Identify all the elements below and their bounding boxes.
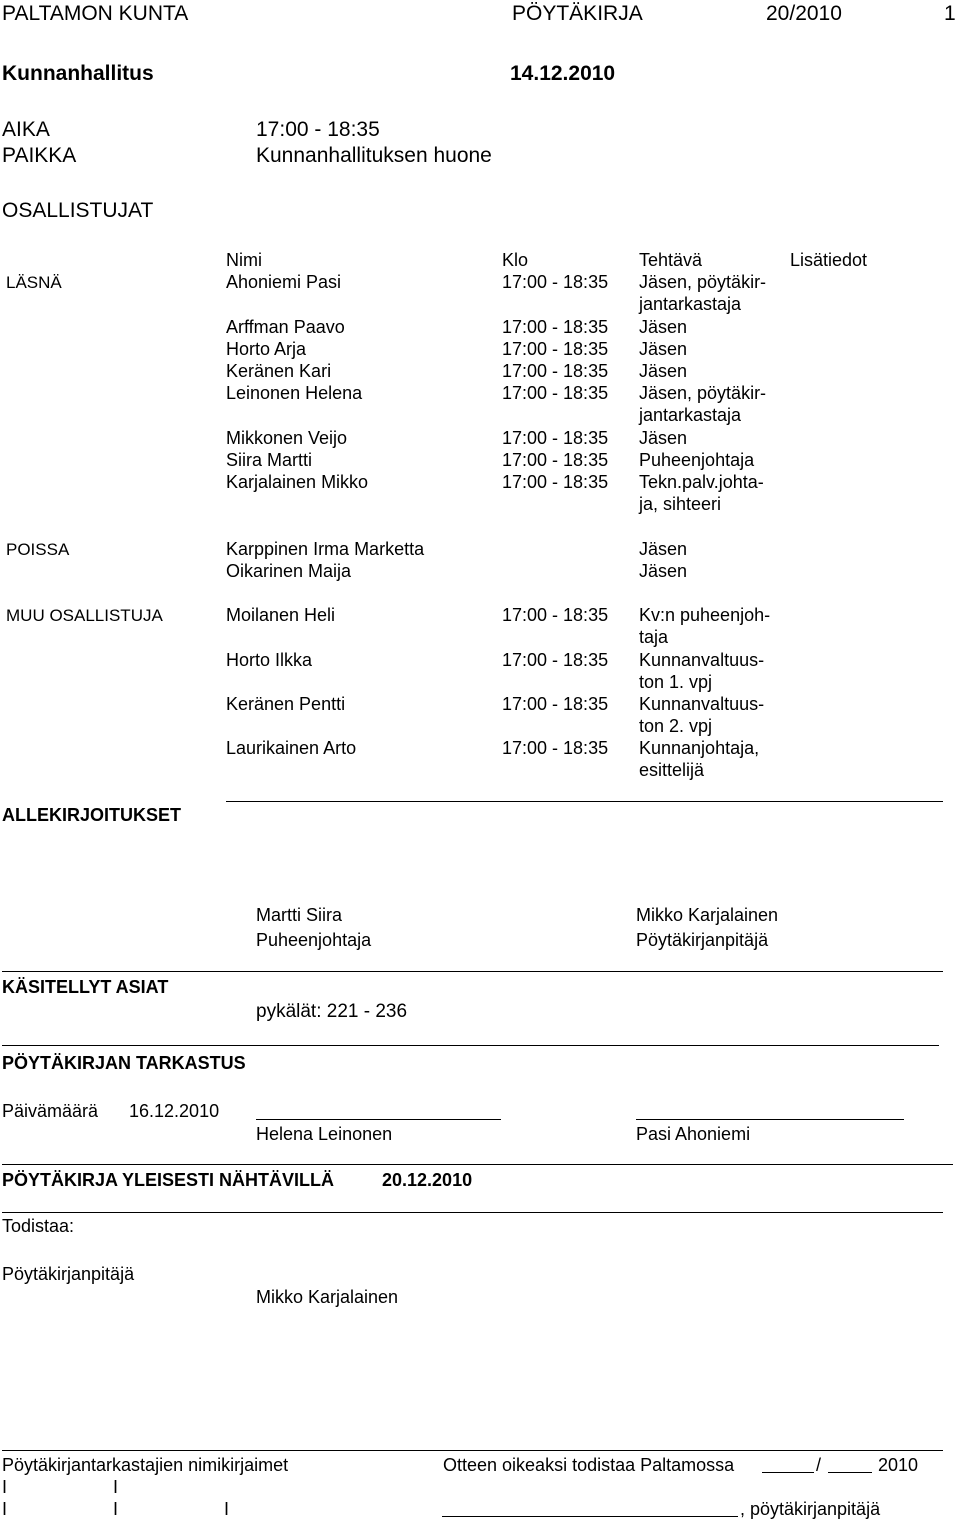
column-header-role: Tehtävä bbox=[639, 250, 703, 270]
place-label: PAIKKA bbox=[2, 144, 77, 167]
reviewer-1: Helena Leinonen bbox=[256, 1124, 393, 1144]
participant-role: Jäsen bbox=[639, 361, 688, 381]
municipality: PALTAMON KUNTA bbox=[2, 2, 189, 25]
participant-name: Arffman Paavo bbox=[226, 317, 345, 337]
participant-name: Horto Arja bbox=[226, 339, 307, 359]
initials-box: I bbox=[2, 1499, 8, 1519]
participant-time: 17:00 - 18:35 bbox=[502, 450, 609, 470]
present-label: LÄSNÄ bbox=[6, 273, 62, 292]
time-label: AIKA bbox=[2, 118, 50, 141]
chair-name: Martti Siira bbox=[256, 905, 343, 925]
initials-box: I bbox=[2, 1477, 8, 1497]
participant-role: Kv:n puheenjoh- bbox=[639, 605, 771, 625]
participant-role: Jäsen bbox=[639, 428, 688, 448]
participant-role-cont: taja bbox=[639, 627, 669, 647]
public-heading: PÖYTÄKIRJA YLEISESTI NÄHTÄVILLÄ bbox=[2, 1170, 335, 1190]
participant-time: 17:00 - 18:35 bbox=[502, 694, 609, 714]
participant-name: Oikarinen Maija bbox=[226, 561, 352, 581]
body-name: Kunnanhallitus bbox=[2, 62, 154, 85]
signatures-heading: ALLEKIRJOITUKSET bbox=[2, 805, 182, 825]
participant-role: Kunnanvaltuus- bbox=[639, 650, 765, 670]
page-number: 1 bbox=[944, 2, 956, 25]
participant-role-cont: ton 2. vpj bbox=[639, 716, 713, 736]
absent-label: POISSA bbox=[6, 540, 70, 559]
participant-name: Siira Martti bbox=[226, 450, 313, 470]
copy-year: 2010 bbox=[878, 1455, 919, 1475]
participant-role: Kunnanvaltuus- bbox=[639, 694, 765, 714]
time-value: 17:00 - 18:35 bbox=[256, 118, 380, 141]
participant-role: Puheenjohtaja bbox=[639, 450, 755, 470]
participant-name: Keränen Kari bbox=[226, 361, 332, 381]
participant-name: Leinonen Helena bbox=[226, 383, 363, 403]
participant-role-cont: jantarkastaja bbox=[639, 405, 742, 425]
chair-title: Puheenjohtaja bbox=[256, 930, 372, 950]
date-slash: / bbox=[816, 1455, 822, 1475]
review-heading: PÖYTÄKIRJAN TARKASTUS bbox=[2, 1053, 246, 1073]
participant-role: Jäsen bbox=[639, 539, 688, 559]
participant-role-cont: esittelijä bbox=[639, 760, 705, 780]
participant-name: Mikkonen Veijo bbox=[226, 428, 348, 448]
participant-role: Jäsen, pöytäkir- bbox=[639, 383, 767, 403]
secretary-title: Pöytäkirjanpitäjä bbox=[636, 930, 769, 950]
participant-time: 17:00 - 18:35 bbox=[502, 472, 609, 492]
secretary-signature-line bbox=[442, 1516, 738, 1517]
participant-role-cont: jantarkastaja bbox=[639, 294, 742, 314]
participant-time: 17:00 - 18:35 bbox=[502, 272, 609, 292]
participants-heading: OSALLISTUJAT bbox=[2, 199, 154, 222]
items-heading: KÄSITELLYT ASIAT bbox=[2, 977, 169, 997]
participant-time: 17:00 - 18:35 bbox=[502, 361, 609, 381]
participant-time: 17:00 - 18:35 bbox=[502, 383, 609, 403]
secretary-suffix: , pöytäkirjanpitäjä bbox=[740, 1499, 881, 1519]
initials-box: I bbox=[113, 1499, 119, 1519]
initials-box: I bbox=[224, 1499, 230, 1519]
document-number: 20/2010 bbox=[766, 2, 842, 25]
initials-box: I bbox=[113, 1477, 119, 1497]
participant-role-cont: ton 1. vpj bbox=[639, 672, 713, 692]
secretary-name: Mikko Karjalainen bbox=[636, 905, 779, 925]
items-value: pykälät: 221 - 236 bbox=[256, 1001, 408, 1022]
participant-role: Jäsen bbox=[639, 317, 688, 337]
participant-role: Jäsen bbox=[639, 561, 688, 581]
certify-role: Pöytäkirjanpitäjä bbox=[2, 1264, 135, 1284]
participant-name: Karjalainen Mikko bbox=[226, 472, 369, 492]
participant-name: Keränen Pentti bbox=[226, 694, 346, 714]
blank-month bbox=[828, 1472, 872, 1473]
participant-time: 17:00 - 18:35 bbox=[502, 605, 609, 625]
initials-label: Pöytäkirjantarkastajien nimikirjaimet bbox=[2, 1455, 289, 1475]
participant-time: 17:00 - 18:35 bbox=[502, 738, 609, 758]
participant-time: 17:00 - 18:35 bbox=[502, 339, 609, 359]
certify-name: Mikko Karjalainen bbox=[256, 1287, 399, 1307]
review-date-label: Päivämäärä bbox=[2, 1101, 99, 1121]
column-header-name: Nimi bbox=[226, 250, 262, 270]
participant-role: Jäsen, pöytäkir- bbox=[639, 272, 767, 292]
participant-time: 17:00 - 18:35 bbox=[502, 650, 609, 670]
column-header-notes: Lisätiedot bbox=[790, 250, 868, 270]
divider bbox=[2, 1164, 953, 1165]
participant-role-cont: ja, sihteeri bbox=[639, 494, 722, 514]
other-label: MUU OSALLISTUJA bbox=[6, 606, 163, 625]
review-date: 16.12.2010 bbox=[129, 1101, 220, 1121]
document-type: PÖYTÄKIRJA bbox=[512, 2, 643, 25]
participant-role: Kunnanjohtaja, bbox=[639, 738, 760, 758]
signature-line bbox=[636, 1119, 904, 1120]
column-header-time: Klo bbox=[502, 250, 529, 270]
participant-name: Moilanen Heli bbox=[226, 605, 336, 625]
copy-label: Otteen oikeaksi todistaa Paltamossa bbox=[443, 1455, 735, 1475]
participant-name: Laurikainen Arto bbox=[226, 738, 357, 758]
divider bbox=[2, 971, 943, 972]
divider bbox=[2, 1212, 943, 1213]
participant-role: Jäsen bbox=[639, 339, 688, 359]
blank-day bbox=[762, 1472, 814, 1473]
meeting-date: 14.12.2010 bbox=[510, 62, 616, 85]
signature-line bbox=[256, 1119, 501, 1120]
reviewer-2: Pasi Ahoniemi bbox=[636, 1124, 751, 1144]
certify-label: Todistaa: bbox=[2, 1216, 75, 1236]
participant-role: Tekn.palv.johta- bbox=[639, 472, 764, 492]
public-date: 20.12.2010 bbox=[382, 1170, 473, 1190]
participant-name: Ahoniemi Pasi bbox=[226, 272, 342, 292]
participant-name: Horto Ilkka bbox=[226, 650, 313, 670]
place-value: Kunnanhallituksen huone bbox=[256, 144, 492, 167]
participant-time: 17:00 - 18:35 bbox=[502, 428, 609, 448]
participant-name: Karppinen Irma Marketta bbox=[226, 539, 425, 559]
participant-time: 17:00 - 18:35 bbox=[502, 317, 609, 337]
divider bbox=[226, 801, 943, 802]
footer-divider bbox=[2, 1450, 943, 1451]
divider bbox=[2, 1045, 939, 1046]
